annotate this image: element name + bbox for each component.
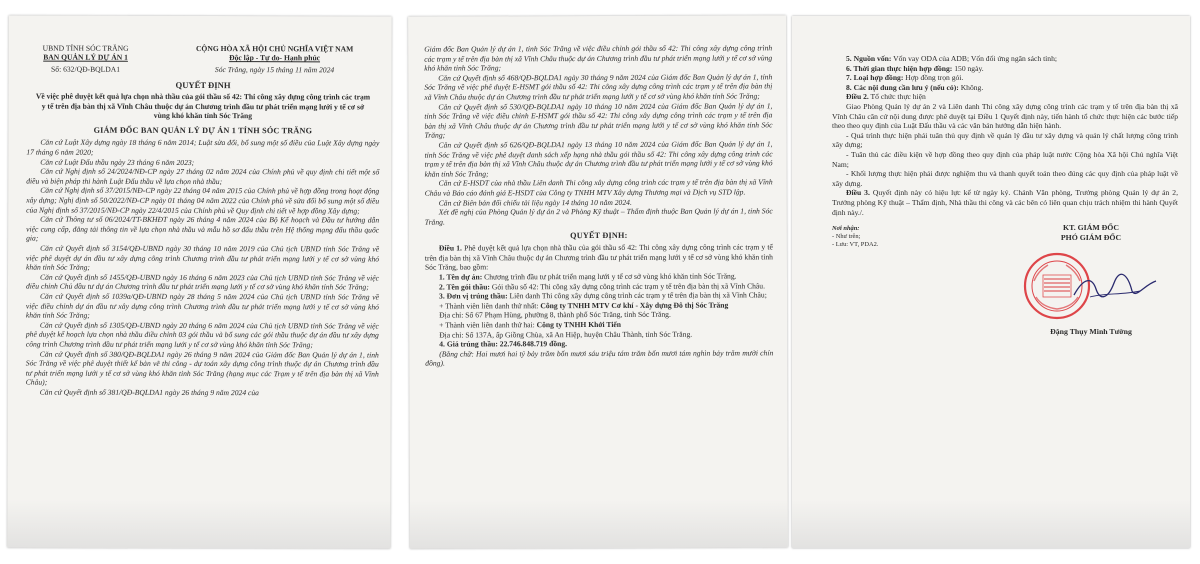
article-1-label: Điều 1.: [438, 243, 462, 253]
legal-basis-item: Căn cứ Quyết định số 530/QĐ-BQLDA1 ngày 10 tháng 10 năm 2024 của Giám đốc Ban Quản lý dự án 1, tỉnh Sóc Trăng về việc điều chỉnh E-HSMT gói thầu số 42: Thi công xây dựng công trình các trạm y tế trên địa bàn thị xã Vĩnh Châu thuộc dự án Chương trình đầu tư phát triển mạng lưới y tế cơ sở vùng khó khăn tỉnh Sóc Trăng;: [424, 100, 773, 140]
article-2-text: Tổ chức thực hiện: [870, 92, 926, 102]
legal-basis-item: Căn cứ E-HSDT của nhà thầu Liên danh Thi công xây dựng công trình các trạm y tế trên địa bàn thị xã Vĩnh Châu và Báo cáo đánh giá E-HSDT của Công ty TNHH MTV Xây dựng Thương mại và Dịch vụ STD lập.: [424, 177, 773, 198]
article-2-paragraph: - Quá trình thực hiện phải tuân thủ quy định về quản lý đầu tư xây dựng và quản lý chất lượng công trình xây dựng;: [832, 130, 1178, 150]
item-funding-source: [832, 54, 1178, 64]
item-text: Gói thầu số 42: Thi công xây dựng công trình các trạm y tế trên địa bàn thị xã Vĩnh Châu.: [491, 281, 766, 292]
document-header: [27, 44, 380, 75]
legal-basis-list-continued: [424, 43, 773, 226]
member-name: Công ty TNHH Khởi Tiến: [536, 319, 622, 330]
decision-heading: QUYẾT ĐỊNH:: [570, 231, 628, 241]
item-contract-duration: [832, 64, 1178, 74]
contract-price-in-words: (Bằng chữ: Hai mươi hai tỷ bảy trăm bốn mươi sáu triệu tám trăm bốn mươi tám nghìn bảy trăm mười chín đồng).: [425, 348, 774, 369]
document-number: Số: 632/QĐ-BQLDA1: [51, 64, 121, 74]
legal-basis-list: [26, 138, 380, 398]
item-label: 1. Tên dự án:: [438, 272, 483, 282]
document-page-2: [408, 15, 788, 548]
legal-basis-item: Căn cứ Biên bản đối chiếu tài liệu ngày 14 tháng 10 năm 2024.: [438, 197, 632, 208]
legal-basis-item: Căn cứ Nghị định số 37/2015/NĐ-CP ngày 22 tháng 04 năm 2015 của Chính phủ về hợp đồng trong hoạt động xây dựng; Nghị định số 50/2022/NĐ-CP ngày 01 tháng 04 năm 2022 của Chính phủ về sửa đổi bổ sung một số điều của Nghị định số 37/2015/NĐ-CP ngày 22/4/2015 của Chính phủ về Quy định chi tiết về hợp đồng Xây dựng;: [26, 185, 380, 216]
agency-line-2: BAN QUẢN LÝ DỰ ÁN 1: [43, 52, 128, 63]
consortium-member-1: [425, 300, 773, 311]
authority-heading: GIÁM ĐỐC BAN QUẢN LÝ DỰ ÁN 1 TỈNH SÓC TRĂNG: [93, 126, 313, 136]
national-motto: [170, 44, 380, 75]
legal-basis-item: Căn cứ Quyết định số 3154/QĐ-UBND ngày 30 tháng 10 năm 2019 của Chủ tịch UBND tỉnh Sóc Trăng về việc phê duyệt dự án đầu tư xây dựng công trình Chương trình đầu tư phát triển mạng lưới y tế cơ sở vùng khó khăn tỉnh Sóc Trăng;: [26, 243, 380, 272]
page-bottom-shadow: [7, 499, 390, 548]
item-contract-price: 4. Giá trúng thầu: 22.746.848.719 đồng.: [439, 339, 568, 349]
recipient-item: - Như trên;: [832, 233, 861, 241]
article-2: [832, 92, 1178, 102]
item-label: 3. Đơn vị trúng thầu:: [439, 291, 508, 301]
item-text: Vốn vay ODA của ADB; Vốn đối ứng ngân sách tỉnh;: [893, 54, 1057, 63]
article-1: [425, 243, 773, 273]
item-label: 7. Loại hợp đồng:: [846, 73, 904, 83]
item-text: Liên danh Thi công xây dựng công trình các trạm y tế trên địa bàn thị xã Vĩnh Châu;: [509, 290, 767, 301]
item-notes: [832, 83, 1178, 93]
item-contract-type: [832, 73, 1178, 83]
legal-basis-item: Căn cứ Quyết định số 1305/QĐ-UBND ngày 20 tháng 6 năm 2024 của Chủ tịch UBND tỉnh Sóc Trăng về việc phê duyệt kế hoạch lựa chọn nhà thầu điều chỉnh 03 gói thầu và bổ sung các gói thầu thuộc dự án đầu tư xây dựng công trình Chương trình đầu tư phát triển mạng lưới y tế cơ sở vùng khó khăn tỉnh Sóc Trăng;: [25, 320, 379, 350]
legal-basis-item: Căn cứ Quyết định số 1039a/QĐ-UBND ngày 28 tháng 5 năm 2024 của Chủ tịch UBND tỉnh Sóc Trăng về việc điều chỉnh dự án đầu tư xây dựng công trình Chương trình đầu tư phát triển mạng lưới y tế cơ sở vùng khó khăn tỉnh Sóc Trăng;: [25, 291, 379, 320]
agency-line-1: UBND TỈNH SÓC TRĂNG: [42, 43, 129, 53]
article-3: [832, 188, 1178, 217]
signer-title: [1016, 223, 1166, 242]
member-1-address: Địa chỉ: Số 67 Phạm Hùng, phường 8, thành phố Sóc Trăng, tỉnh Sóc Trăng.: [439, 310, 671, 320]
legal-basis-item: Căn cứ Thông tư số 06/2024/TT-BKHĐT ngày 26 tháng 4 năm 2024 của Bộ Kế hoạch và Đầu tư hướng dẫn việc cung cấp, đăng tải thông tin về lựa chọn nhà thầu và mẫu hồ sơ đấu thầu trên Hệ thống mạng đấu thầu quốc gia;: [26, 214, 380, 243]
legal-basis-item: Căn cứ Quyết định số 1455/QĐ-UBND ngày 16 tháng 6 năm 2023 của Chủ tịch UBND tỉnh Sóc Trăng về việc điều chỉnh Chủ đầu tư dự án Chương trình đầu tư phát triển mạng lưới y tế cơ sở vùng khó khăn tỉnh Sóc Trăng;: [25, 272, 380, 292]
item-text: Hợp đồng trọn gói.: [905, 73, 964, 83]
signer-name: Đặng Thụy Minh Tường: [1050, 327, 1132, 337]
item-text: 150 ngày.: [954, 63, 984, 73]
handwritten-signature: [1070, 273, 1160, 303]
signer-line-2: PHÓ GIÁM ĐỐC: [1060, 232, 1122, 242]
article-2-paragraph: - Tuân thủ các điều kiện về hợp đồng theo quy định của pháp luật nước Cộng hòa Xã hội Chủ nghĩa Việt Nam;: [832, 149, 1178, 169]
signature-block: [832, 223, 1178, 343]
article-1-text: Phê duyệt kết quả lựa chọn nhà thầu của gói thầu số 42: Thi công xây dựng công trình các trạm y tế trên địa bàn thị xã Vĩnh Châu thuộc dự án Chương trình đầu tư phát triển mạng lưới y tế cơ sở vùng khó khăn tỉnh Sóc Trăng, bao gồm:: [424, 242, 773, 273]
item-label: 2. Tên gói thầu:: [438, 282, 490, 292]
document-title: QUYẾT ĐỊNH: [175, 80, 231, 91]
item-label: 5. Nguồn vốn:: [846, 54, 892, 63]
recipients-title: Nơi nhận:: [832, 225, 860, 233]
place-date: Sóc Trăng, ngày 15 tháng 11 năm 2024: [214, 64, 335, 75]
legal-basis-item: Xét đề nghị của Phòng Quản lý dự án 2 và Phòng Kỹ thuật – Thẩm định thuộc Ban Quản lý dự án 1, tỉnh Sóc Trăng.: [424, 206, 773, 227]
signer-line-1: KT. GIÁM ĐỐC: [1063, 223, 1119, 233]
legal-basis-item: Căn cứ Quyết định số 381/QĐ-BQLDA1 ngày 26 tháng 9 năm 2024 của: [39, 387, 260, 398]
article-2-paragraph: - Khối lượng thực hiện phải được nghiệm thu và thanh quyết toán theo đúng các quy định của pháp luật về xây dựng.: [832, 169, 1178, 188]
document-page-3: [792, 16, 1190, 548]
recipients: [832, 225, 878, 249]
item-text: Chương trình đầu tư phát triển mạng lưới y tế cơ sở vùng khó khăn tỉnh Sóc Trăng.: [484, 271, 737, 282]
article-2-paragraph: Giao Phòng Quản lý dự án 2 và Liên danh Thi công xây dựng công trình các trạm y tế trên địa bàn thị xã Vĩnh Châu căn cứ nội dung được phê duyệt tại Điều 1 Quyết định này, tiến hành tổ chức thực hiện các bước tiếp theo theo quy định của Luật Đấu thầu và các văn bản hướng dẫn hiện hành.: [832, 101, 1178, 131]
legal-basis-item: Căn cứ Quyết định số 626/QĐ-BQLDA1 ngày 13 tháng 10 năm 2024 của Giám đốc Ban Quản lý dự án 1, tỉnh Sóc Trăng về việc phê duyệt danh sách xếp hạng nhà thầu gói thầu số 42: Thi công xây dựng công trình các trạm y tế trên địa bàn thị xã Vĩnh Châu thuộc dự án Chương trình đầu tư phát triển mạng lưới y tế cơ sở vùng khó khăn tỉnh Sóc Trăng;: [424, 139, 773, 179]
article-2-label: Điều 2.: [846, 92, 869, 102]
page-bottom-shadow: [410, 499, 788, 548]
member-prefix: + Thành viên liên danh thứ nhất:: [439, 301, 539, 311]
nation-line-2: Độc lập - Tự do- Hạnh phúc: [229, 53, 321, 63]
item-label: 6. Thời gian thực hiện hợp đồng:: [846, 63, 953, 73]
legal-basis-item: Căn cứ Quyết định số 468/QĐ-BQLDA1 ngày 30 tháng 9 năm 2024 của Giám đốc Ban Quản lý dự án 1, tỉnh Sóc Trăng về việc phê duyệt E-HSMT gói thầu số 42: Thi công xây dựng công trình các trạm y tế trên địa bàn thị xã Vĩnh Châu thuộc dự án Chương trình đầu tư phát triển mạng lưới y tế cơ sở vùng khó khăn tỉnh Sóc Trăng;: [424, 72, 773, 102]
legal-basis-item: Căn cứ Luật Đấu thầu ngày 23 tháng 6 năm 2023;: [40, 157, 195, 167]
page-bottom-shadow: [792, 500, 1190, 548]
item-label: 8. Các nội dung cần lưu ý (nếu có):: [846, 82, 959, 92]
item-text: Không.: [960, 82, 984, 92]
document-page-1: [7, 15, 391, 548]
member-prefix: + Thành viên liên danh thứ hai:: [439, 320, 535, 330]
legal-basis-item: Giám đốc Ban Quản lý dự án 1, tỉnh Sóc Trăng về việc điều chỉnh gói thầu số 42: Thi công xây dựng công trình các trạm y tế trên địa bàn thị xã Vĩnh Châu thuộc dự án Chương trình đầu tư phát triển mạng lưới y tế cơ sở vùng khó khăn tỉnh Sóc Trăng;: [424, 43, 773, 73]
legal-basis-item: Căn cứ Luật Xây dựng ngày 18 tháng 6 năm 2014; Luật sửa đổi, bổ sung một số điều của Luật Xây dựng ngày 17 tháng 6 năm 2020;: [26, 138, 380, 157]
issuing-agency: [27, 44, 145, 75]
member-2-address: Địa chỉ: Số 137A, ấp Giồng Chùa, xã An Hiệp, huyện Châu Thành, tỉnh Sóc Trăng.: [439, 329, 693, 340]
article-3-text: Quyết định này có hiệu lực kể từ ngày ký. Chánh Văn phòng, Trưởng phòng Quản lý dự án 2, Trưởng phòng Kỹ thuật – Thẩm định, Nhà thầu thi công và các bên có liên quan chịu trách nhiệm thi hành Quyết định này./.: [832, 188, 1179, 217]
article-3-label: Điều 3.: [846, 188, 870, 198]
member-name: Công ty TNHH MTV Cơ khí - Xây dựng Đô thị Sóc Trăng: [540, 300, 729, 311]
document-subject: Về việc phê duyệt kết quả lựa chọn nhà thầu của gói thầu số 42: Thi công xây dựng công trình các trạm y tế trên địa bàn thị xã Vĩnh Châu thuộc dự án Chương trình đầu tư phát triển mạng lưới y tế cơ sở vùng khó khăn tỉnh Sóc Trăng: [35, 91, 371, 121]
nation-line-1: CỘNG HÒA XÃ HỘI CHỦ NGHĨA VIỆT NAM: [195, 43, 354, 54]
recipient-item: - Lưu: VT, PDA2.: [832, 241, 879, 249]
legal-basis-item: Căn cứ Quyết định số 380/QĐ-BQLDA1 ngày 26 tháng 9 năm 2024 của Giám đốc Ban Quản lý dự án 1, tỉnh Sóc Trăng về việc phê duyệt thiết kế bản vẽ thi công - dự toán xây dựng công trình thuộc dự án Chương trình đầu tư phát triển mạng lưới y tế cơ sở vùng khó khăn tỉnh Sóc Trăng (hạng mục các Trạm y tế trên địa bàn thị xã Vĩnh Châu);: [25, 349, 379, 387]
legal-basis-item: Căn cứ Nghị định số 24/2024/NĐ-CP ngày 27 tháng 02 năm 2024 của Chính phủ về quy định chi tiết một số điều và biện pháp thi hành Luật Đấu thầu về lựa chọn nhà thầu;: [26, 166, 380, 186]
